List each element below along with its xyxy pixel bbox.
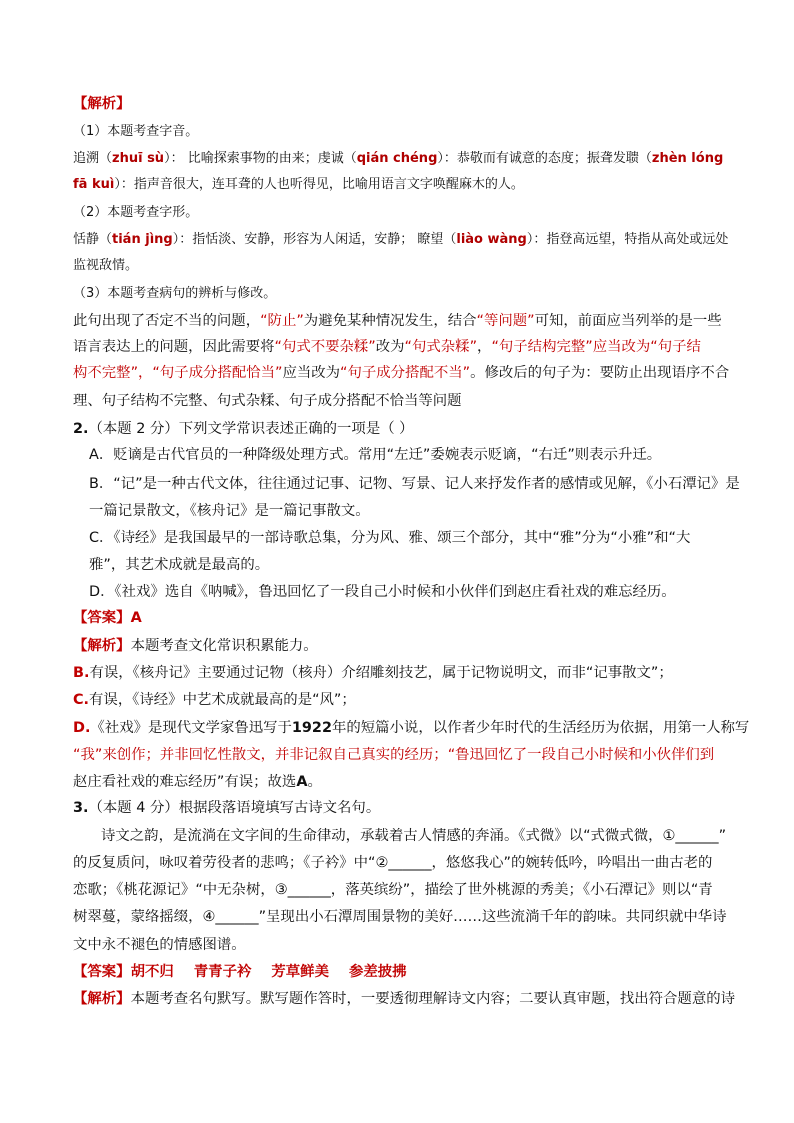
q2-title: 2.（本题 2 分）下列文学常识表述正确的一项是（ ） bbox=[73, 421, 414, 437]
q3-analysis: 【解析】本题考查名句默写。默写题作答时，一要透彻理解诗文内容；二要认真审题，找出符合题意的诗 bbox=[73, 991, 735, 1007]
q2-option-c-line1: C．《诗经》是我国最早的一部诗歌总集，分为风、雅、颂三个部分，其中“雅”分为“小雅”和“大 bbox=[89, 530, 691, 546]
line-1: （1）本题考查字音。 bbox=[73, 124, 199, 139]
q3-text-line4: 树翠蔓，蒙络摇缀，④______”呈现出小石潭周围景物的美好……这些流淌千年的韵味。共同织就中华诗 bbox=[73, 909, 727, 925]
line-7: （3）本题考查病句的辨析与修改。 bbox=[73, 286, 277, 301]
line-2: 追溯（zhuī sù）： 比喻探索事物的由来；虔诚（qián chéng）：恭敬而有诚意的态度；振聋发聩（zhèn lóng bbox=[73, 151, 724, 166]
q2-analysis-b: B.有误，《核舟记》主要通过记物（核舟）介绍雕刻技艺，属于记物说明文，而非“记事散文”； bbox=[73, 665, 673, 681]
q3-text-line1: 诗文之韵，是流淌在文字间的生命律动，承载着古人情感的奔涌。《式微》以“式微式微，①______” bbox=[101, 828, 727, 844]
q2-option-c-line2: 雅”，其艺术成就是最高的。 bbox=[89, 557, 270, 573]
q2-analysis-c: C.有误，《诗经》中艺术成就最高的是“风”； bbox=[73, 692, 356, 708]
q2-option-b-line2: 一篇记景散文，《核舟记》是一篇记事散文。 bbox=[89, 503, 370, 519]
q3-title: 3.（本题 4 分）根据段落语境填写古诗文名句。 bbox=[73, 800, 381, 816]
line-6: 监视敌情。 bbox=[73, 258, 139, 273]
analysis-label: 【解析】 bbox=[73, 96, 131, 112]
q3-answer: 【答案】胡不归 青青子衿 芳草鲜美 参差披拂 bbox=[73, 964, 407, 980]
q2-analysis-d-line2: “我”来创作；并非回忆性散文，并非记叙自己真实的经历；“鲁迅回忆了一段自己小时候和小伙伴们到 bbox=[73, 747, 715, 763]
q2-answer: 【答案】A bbox=[73, 610, 142, 626]
q3-text-line5: 文中永不褪色的情感图谱。 bbox=[73, 937, 246, 953]
q3-text-line3: 恋歌；《桃花源记》“中无杂树，③______，落英缤纷”，描绘了世外桃源的秀美；《小石潭记》则以“青 bbox=[73, 882, 713, 898]
line-4: （2）本题考查字形。 bbox=[73, 205, 199, 220]
para-line-3: 构不完整”，“句子成分搭配恰当”应当改为“句子成分搭配不当”。修改后的句子为：要防止出现语序不合 bbox=[73, 365, 730, 381]
line-3: fā kuì）：指声音很大，连耳聋的人也听得见，比喻用语言文字唤醒麻木的人。 bbox=[73, 177, 524, 192]
q2-option-d: D．《社戏》选自《呐喊》，鲁迅回忆了一段自己小时候和小伙伴们到赵庄看社戏的难忘经历。 bbox=[89, 584, 676, 600]
q2-analysis-d-line3: 赵庄看社戏的难忘经历”有误；故选A。 bbox=[73, 774, 322, 790]
q2-analysis-d-line1: D.《社戏》是现代文学家鲁迅写于1922年的短篇小说，以作者少年时代的生活经历为依据，用第一人称写 bbox=[73, 720, 750, 736]
para-line-1: 此句出现了否定不当的问题，“防止”为避免某种情况发生，结合“等问题”可知，前面应当列举的是一些 bbox=[73, 313, 722, 329]
para-line-2: 语言表达上的问题，因此需要将“句式不要杂糅”改为“句式杂糅”，“句子结构完整”应当改为“句子结 bbox=[73, 339, 701, 355]
q2-option-a: A．贬谪是古代官员的一种降级处理方式。常用“左迁”委婉表示贬谪，“右迁”则表示升迁。 bbox=[89, 447, 662, 463]
para-line-4: 理、句子结构不完整、句式杂糅、句子成分搭配不恰当等问题 bbox=[73, 393, 462, 409]
q2-option-b-line1: B．“记”是一种古代文体，往往通过记事、记物、写景、记人来抒发作者的感情或见解，《小石潭记》是 bbox=[89, 476, 740, 492]
line-5: 恬静（tián jìng）：指恬淡、安静，形容为人闲适，安静； 瞭望（liào wàng）：指登高远望，特指从高处或远处 bbox=[73, 232, 729, 247]
q2-analysis: 【解析】本题考查文化常识积累能力。 bbox=[73, 638, 318, 654]
q3-text-line2: 的反复质问，咏叹着劳役者的悲鸣；《子衿》中“②______，悠悠我心”的婉转低吟，吟唱出一曲古老的 bbox=[73, 855, 713, 871]
